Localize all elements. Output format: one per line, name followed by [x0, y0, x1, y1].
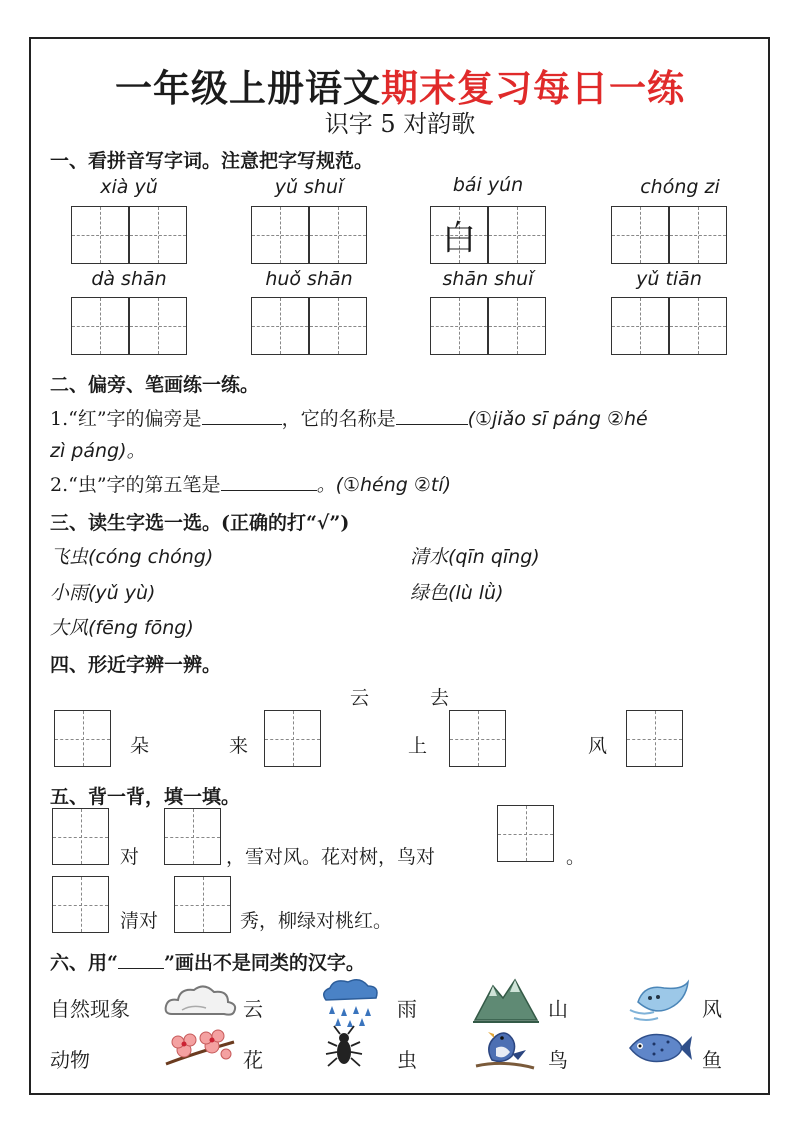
choice-item[interactable]: 小雨(yǔ yù): [50, 582, 156, 604]
underline-sample: [118, 967, 164, 969]
fill-box[interactable]: [626, 710, 683, 767]
answer-blank[interactable]: [396, 423, 468, 425]
fill-box[interactable]: [449, 710, 506, 767]
item-char[interactable]: 虫: [397, 1048, 417, 1072]
word-char: 风: [588, 735, 608, 757]
pinyin-label: shān shuǐ: [442, 268, 534, 290]
item-char[interactable]: 花: [243, 1048, 263, 1072]
writing-box-pair[interactable]: [71, 206, 187, 264]
choice-item[interactable]: 清水(qīn qīng): [410, 546, 540, 568]
bug-icon: [320, 1024, 368, 1072]
pinyin-label: bái yún: [452, 174, 524, 196]
section2-heading: 二、偏旁、笔画练一练。: [50, 374, 260, 396]
pinyin-label: chóng zi: [640, 176, 720, 198]
writing-box-pair[interactable]: [611, 297, 727, 355]
option-char: 云: [350, 687, 370, 709]
writing-box-pair[interactable]: [251, 206, 367, 264]
question-2-1: 1.“红”字的偏旁是 ，它的名称是 (①jiǎo sī páng ②hé: [50, 408, 648, 430]
flower-icon: [162, 1024, 240, 1072]
poem-text: 清对: [120, 910, 159, 932]
writing-box-pair[interactable]: [430, 206, 546, 264]
fill-box[interactable]: [264, 710, 321, 767]
fill-box[interactable]: [54, 710, 111, 767]
writing-box-pair[interactable]: [430, 297, 546, 355]
choice-item[interactable]: 绿色(lù lǜ): [410, 582, 504, 604]
page-title: 一年级上册语文期末复习每日一练: [115, 66, 685, 110]
answer-blank[interactable]: [202, 423, 282, 425]
item-char[interactable]: 云: [243, 997, 263, 1021]
poem-text: 对: [120, 846, 140, 868]
poem-text: ，雪对风。花对树，鸟对: [226, 846, 436, 868]
word-char: 朵: [130, 735, 150, 757]
page-subtitle: 识字 5 对韵歌: [324, 110, 476, 138]
writing-box-pair[interactable]: [251, 297, 367, 355]
item-char[interactable]: 鱼: [702, 1048, 722, 1072]
word-char: 上: [408, 735, 428, 757]
category-label: 动物: [50, 1048, 90, 1072]
writing-box-pair[interactable]: [611, 206, 727, 264]
section1-heading: 一、看拼音写字词。注意把字写规范。: [50, 150, 374, 172]
poem-text: 秀，柳绿对桃红。: [240, 910, 393, 932]
fill-box[interactable]: [497, 805, 554, 862]
cloud-icon: [162, 980, 240, 1024]
word-char: 来: [229, 735, 249, 757]
fill-box[interactable]: [174, 876, 231, 933]
category-label: 自然现象: [50, 997, 130, 1021]
rain-cloud-icon: [318, 976, 382, 1028]
choice-item[interactable]: 飞虫(cóng chóng): [50, 546, 214, 568]
bottom-rule: [212, 1093, 606, 1095]
option-char: 去: [430, 687, 450, 709]
fill-box[interactable]: [164, 808, 221, 865]
title-highlight: 期末复习每日一练: [381, 66, 685, 110]
item-char[interactable]: 鸟: [548, 1048, 568, 1072]
pinyin-label: yǔ shuǐ: [274, 176, 344, 198]
bird-icon: [474, 1022, 536, 1074]
section4-heading: 四、形近字辨一辨。: [50, 654, 222, 676]
pinyin-label: huǒ shān: [265, 268, 353, 290]
section3-heading: 三、读生字选一选。(正确的打“√”): [50, 512, 350, 534]
item-char[interactable]: 山: [548, 997, 568, 1021]
poem-text: 。: [566, 846, 586, 868]
question-2-1-cont: zì páng)。: [50, 440, 146, 462]
pinyin-label: dà shān: [91, 268, 167, 290]
pinyin-label: yǔ tiān: [636, 268, 702, 290]
section5-heading: 五、背一背，填一填。: [50, 786, 241, 808]
fish-icon: [624, 1026, 692, 1070]
mountain-icon: [473, 974, 539, 1026]
fill-box[interactable]: [52, 876, 109, 933]
answer-blank[interactable]: [221, 489, 317, 491]
choice-item[interactable]: 大风(fēng fōng): [50, 617, 194, 639]
item-char[interactable]: 雨: [397, 997, 417, 1021]
fill-box[interactable]: [52, 808, 109, 865]
section6-heading: 六、用“ ”画出不是同类的汉字。: [50, 952, 365, 974]
wind-icon: [624, 976, 696, 1024]
writing-box-pair[interactable]: [71, 297, 187, 355]
pinyin-label: xià yǔ: [100, 176, 158, 198]
sample-character: 白: [442, 218, 476, 259]
item-char[interactable]: 风: [702, 997, 722, 1021]
question-2-2: 2.“虫”字的第五笔是 。(①héng ②tí): [50, 474, 452, 496]
